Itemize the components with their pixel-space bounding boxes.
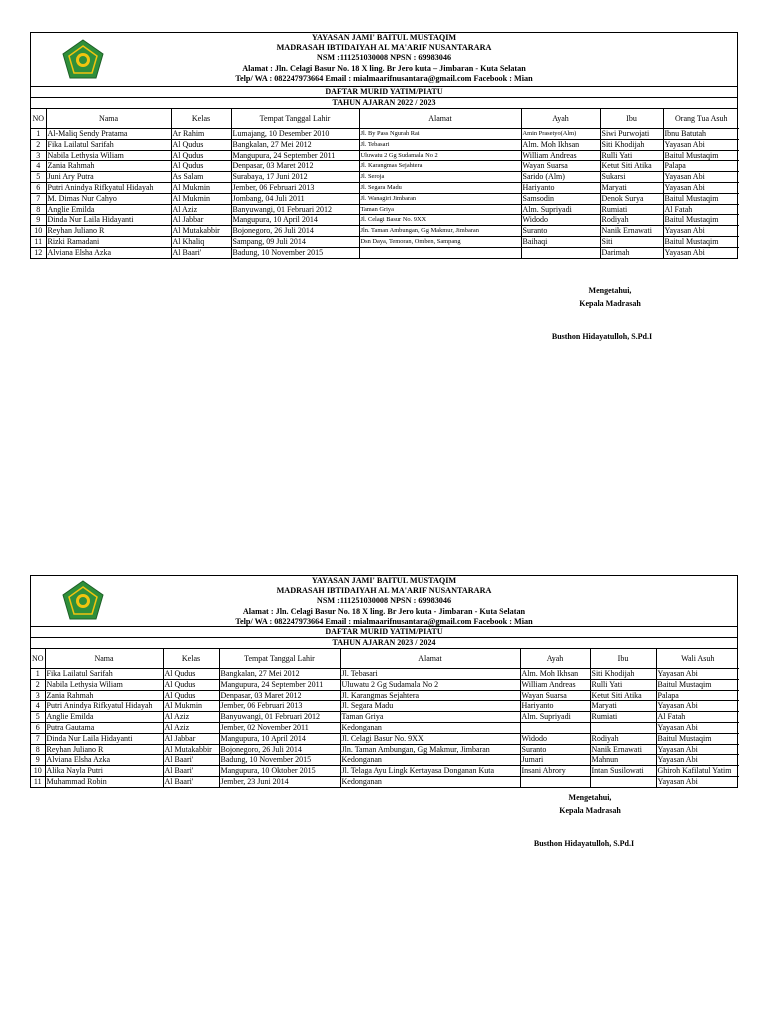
signature-block-1 xyxy=(540,284,680,343)
col-nama: Nama xyxy=(45,649,163,669)
cell-wali: Yayasan Abi xyxy=(656,669,739,680)
cell-no: 4 xyxy=(31,701,45,712)
cell-ibu: Ketut Siti Atika xyxy=(600,161,663,172)
table-header-row xyxy=(31,109,739,129)
cell-kelas: As Salam xyxy=(171,172,231,183)
cell-kelas: Al Qudus xyxy=(171,150,231,161)
cell-nama: Dinda Nur Laila Hidayanti xyxy=(45,733,163,744)
cell-alamat: Kedonganan xyxy=(340,722,520,733)
cell-nama: Zania Rahmah xyxy=(45,690,163,701)
cell-alamat: Dsn Daya, Temoran, Omben, Sampang xyxy=(359,236,521,247)
cell-alamat: Jln. Taman Ambungan, Gg Makmur, Jimbaran xyxy=(359,226,521,237)
table-row xyxy=(31,690,739,701)
cell-wali: Yayasan Abi xyxy=(663,139,739,150)
cell-ttl: Banyuwangi, 01 Februari 2012 xyxy=(231,204,359,215)
cell-wali: Palapa xyxy=(656,690,739,701)
cell-ttl: Mangupura, 10 April 2014 xyxy=(219,733,340,744)
cell-nama: Alviana Elsha Azka xyxy=(46,247,171,257)
table-row xyxy=(31,172,739,183)
col-wali: Wali Asuh xyxy=(656,649,739,669)
cell-nama: Anglie Emilda xyxy=(46,204,171,215)
document-section-2 xyxy=(30,575,738,788)
orphan-student-table xyxy=(31,109,739,258)
cell-no: 5 xyxy=(31,172,46,183)
table-row xyxy=(31,247,739,257)
signature-block-2 xyxy=(520,791,660,850)
cell-nama: Rizki Ramadani xyxy=(46,236,171,247)
cell-nama: Putri Anindya Rifkyatul Hidayah xyxy=(46,182,171,193)
cell-ibu: Denok Surya xyxy=(600,193,663,204)
cell-kelas: Al Mukmin xyxy=(171,182,231,193)
table-row xyxy=(31,679,739,690)
cell-wali: Yayasan Abi xyxy=(656,722,739,733)
cell-alamat: Jl. Segara Madu xyxy=(359,182,521,193)
table-row xyxy=(31,193,739,204)
document-section-1 xyxy=(30,32,738,259)
cell-no: 2 xyxy=(31,679,45,690)
cell-ttl: Surabaya, 17 Juni 2012 xyxy=(231,172,359,183)
cell-nama: Zania Rahmah xyxy=(46,161,171,172)
col-wali: Orang Tua Asuh xyxy=(663,109,739,129)
school-contact: Telp/ WA : 082247973664 Email : mialmaarifnusantara@gmail.com Facebook : Mian xyxy=(235,73,533,83)
cell-alamat: Kedonganan xyxy=(340,755,520,766)
cell-kelas: Al Mutakabbir xyxy=(171,226,231,237)
cell-kelas: Al Jabbar xyxy=(163,733,219,744)
cell-alamat: Uluwatu 2 Gg Sudamala No 2 xyxy=(359,150,521,161)
orphan-student-table xyxy=(31,649,739,787)
cell-ayah: Insani Abrory xyxy=(520,766,590,777)
cell-ttl: Badung, 10 November 2015 xyxy=(231,247,359,257)
cell-kelas: Al Baari' xyxy=(171,247,231,257)
cell-ayah: Alm. Moh Ikhsan xyxy=(521,139,600,150)
cell-ibu: Darimah xyxy=(600,247,663,257)
table-row xyxy=(31,215,739,226)
col-nama: Nama xyxy=(46,109,171,129)
cell-ttl: Bojonegoro, 26 Juli 2014 xyxy=(219,744,340,755)
table-row xyxy=(31,204,739,215)
cell-ibu: Intan Susilowati xyxy=(590,766,656,777)
table-row xyxy=(31,733,739,744)
cell-ayah xyxy=(520,776,590,786)
cell-alamat: Jl. Seroja xyxy=(359,172,521,183)
cell-no: 5 xyxy=(31,712,45,723)
cell-ayah: Samsodin xyxy=(521,193,600,204)
cell-nama: Fika Lailatul Sarifah xyxy=(46,139,171,150)
cell-ttl: Jember, 02 November 2011 xyxy=(219,722,340,733)
col-no: NO xyxy=(31,649,45,669)
cell-ttl: Lumajang, 10 Desember 2010 xyxy=(231,129,359,140)
list-title: DAFTAR MURID YATIM/PIATU xyxy=(31,87,737,98)
cell-wali: Baitul Mustaqim xyxy=(656,679,739,690)
cell-ibu: Sukarsi xyxy=(600,172,663,183)
cell-alamat: Jl. Celagi Basur No. 9XX xyxy=(359,215,521,226)
cell-kelas: Al Baari' xyxy=(163,755,219,766)
cell-nama: Nabila Lethysia Wiliam xyxy=(45,679,163,690)
cell-ibu: Siti Khodijah xyxy=(600,139,663,150)
cell-ttl: Mangupura, 24 September 2011 xyxy=(219,679,340,690)
cell-ayah: William Andreas xyxy=(521,150,600,161)
table-row xyxy=(31,150,739,161)
cell-nama: Putra Gautama xyxy=(45,722,163,733)
school-ids: NSM :111251030008 NPSN : 69983046 xyxy=(316,53,452,63)
cell-wali: Al Fatah xyxy=(663,204,739,215)
cell-no: 10 xyxy=(31,226,46,237)
cell-no: 6 xyxy=(31,182,46,193)
cell-kelas: Al Qudus xyxy=(171,161,231,172)
cell-wali: Yayasan Abi xyxy=(663,182,739,193)
cell-ttl: Banyuwangi, 01 Februari 2012 xyxy=(219,712,340,723)
table-row xyxy=(31,161,739,172)
cell-wali: Ibnu Batutah xyxy=(663,129,739,140)
cell-ibu: Nanik Ernawati xyxy=(600,226,663,237)
cell-no: 11 xyxy=(31,776,45,786)
cell-ttl: Mangupura, 10 April 2014 xyxy=(231,215,359,226)
cell-kelas: Al Mutakabbir xyxy=(163,744,219,755)
cell-wali: Yayasan Abi xyxy=(663,172,739,183)
cell-ibu: Rodiyah xyxy=(600,215,663,226)
cell-no: 8 xyxy=(31,744,45,755)
cell-nama: Nabila Lethysia Wiliam xyxy=(46,150,171,161)
cell-ibu: Rulli Yati xyxy=(600,150,663,161)
cell-kelas: Al Khaliq xyxy=(171,236,231,247)
table-row xyxy=(31,669,739,680)
cell-wali: Yayasan Abi xyxy=(656,701,739,712)
cell-wali: Baitul Mustaqim xyxy=(663,150,739,161)
letterhead xyxy=(31,576,737,627)
cell-wali: Baitul Mustaqim xyxy=(656,733,739,744)
table-row xyxy=(31,701,739,712)
col-ttl: Tempat Tanggal Lahir xyxy=(219,649,340,669)
cell-no: 6 xyxy=(31,722,45,733)
cell-ttl: Denpasar, 03 Maret 2012 xyxy=(231,161,359,172)
table-row xyxy=(31,182,739,193)
cell-wali: Baitul Mustaqim xyxy=(663,193,739,204)
acknowledged-label: Mengetahui, xyxy=(568,793,612,802)
letterhead xyxy=(31,33,737,87)
cell-alamat: Taman Griya xyxy=(340,712,520,723)
cell-no: 12 xyxy=(31,247,46,257)
col-ibu: Ibu xyxy=(600,109,663,129)
table-row xyxy=(31,712,739,723)
table-row xyxy=(31,755,739,766)
cell-ayah: Alm. Moh Ikhsan xyxy=(520,669,590,680)
cell-wali: Al Fatah xyxy=(656,712,739,723)
cell-ayah: Alm. Supriyadi xyxy=(521,204,600,215)
cell-ibu: Siti Khodijah xyxy=(590,669,656,680)
cell-nama: M. Dimas Nur Cahyo xyxy=(46,193,171,204)
table-row xyxy=(31,129,739,140)
cell-kelas: Al Mukmin xyxy=(171,193,231,204)
cell-ibu: Rumiati xyxy=(590,712,656,723)
col-ayah: Ayah xyxy=(521,109,600,129)
cell-kelas: Al Jabbar xyxy=(171,215,231,226)
table-row xyxy=(31,139,739,150)
cell-ibu xyxy=(590,722,656,733)
cell-no: 9 xyxy=(31,755,45,766)
cell-ttl: Jombang, 04 Juli 2011 xyxy=(231,193,359,204)
cell-ibu: Rodiyah xyxy=(590,733,656,744)
list-title: DAFTAR MURID YATIM/PIATU xyxy=(31,627,737,638)
cell-ibu: Rumiati xyxy=(600,204,663,215)
cell-alamat: Jl. Karangmas Sejahtera xyxy=(340,690,520,701)
cell-ibu: Siwi Purwojati xyxy=(600,129,663,140)
table-row xyxy=(31,226,739,237)
cell-ibu: Nanik Ernawati xyxy=(590,744,656,755)
cell-alamat: Jl. By Pass Ngurah Rai xyxy=(359,129,521,140)
cell-ayah: William Andreas xyxy=(520,679,590,690)
cell-ttl: Mangupura, 10 Oktober 2015 xyxy=(219,766,340,777)
col-alamat: Alamat xyxy=(340,649,520,669)
cell-ttl: Jember, 06 Februari 2013 xyxy=(231,182,359,193)
table-row xyxy=(31,236,739,247)
cell-ayah: Suranto xyxy=(520,744,590,755)
cell-kelas: Al Qudus xyxy=(163,679,219,690)
table-row xyxy=(31,744,739,755)
cell-wali: Yayasan Abi xyxy=(656,744,739,755)
cell-alamat: Jl. Tebasari xyxy=(340,669,520,680)
cell-nama: Reyhan Juliano R xyxy=(46,226,171,237)
cell-nama: Muhammad Robin xyxy=(45,776,163,786)
cell-ibu: Maryati xyxy=(590,701,656,712)
cell-nama: Anglie Emilda xyxy=(45,712,163,723)
cell-kelas: Al Baari' xyxy=(163,766,219,777)
cell-ttl: Mangupura, 24 September 2011 xyxy=(231,150,359,161)
cell-no: 8 xyxy=(31,204,46,215)
cell-alamat: Taman Griya xyxy=(359,204,521,215)
table-header-row xyxy=(31,649,739,669)
cell-no: 1 xyxy=(31,669,45,680)
cell-wali: Palapa xyxy=(663,161,739,172)
cell-ibu: Maryati xyxy=(600,182,663,193)
academic-year: TAHUN AJARAN 2022 / 2023 xyxy=(31,98,737,109)
cell-no: 7 xyxy=(31,733,45,744)
cell-ttl: Sampang, 09 Juli 2014 xyxy=(231,236,359,247)
school-ids: NSM :111251030008 NPSN : 69983046 xyxy=(316,596,452,606)
cell-kelas: Al Aziz xyxy=(163,722,219,733)
cell-ayah: Alm. Supriyadi xyxy=(520,712,590,723)
cell-alamat: Kedonganan xyxy=(340,776,520,786)
cell-ibu: Siti xyxy=(600,236,663,247)
cell-kelas: Al Qudus xyxy=(171,139,231,150)
school-name: MADRASAH IBTIDAIYAH AL MA'ARIF NUSANTARARA xyxy=(276,586,492,596)
cell-ibu: Ketut Siti Atika xyxy=(590,690,656,701)
table-row xyxy=(31,722,739,733)
foundation-name: YAYASAN JAMI' BAITUL MUSTAQIM xyxy=(311,33,457,42)
cell-ttl: Badung, 10 November 2015 xyxy=(219,755,340,766)
cell-ttl: Jember, 06 Februari 2013 xyxy=(219,701,340,712)
col-kelas: Kelas xyxy=(171,109,231,129)
school-name: MADRASAH IBTIDAIYAH AL MA'ARIF NUSANTARARA xyxy=(276,43,492,53)
cell-ayah: Wayan Suarsa xyxy=(521,161,600,172)
principal-title: Kepala Madrasah xyxy=(559,806,621,815)
acknowledged-label: Mengetahui, xyxy=(588,286,632,295)
cell-no: 3 xyxy=(31,690,45,701)
cell-kelas: Al Qudus xyxy=(163,669,219,680)
cell-ttl: Bangkalan, 27 Mei 2012 xyxy=(219,669,340,680)
foundation-name: YAYASAN JAMI' BAITUL MUSTAQIM xyxy=(311,576,457,585)
cell-ibu: Mahnun xyxy=(590,755,656,766)
cell-ibu: Rulli Yati xyxy=(590,679,656,690)
col-ayah: Ayah xyxy=(520,649,590,669)
cell-nama: Juni Ary Putra xyxy=(46,172,171,183)
cell-wali: Yayasan Abi xyxy=(656,755,739,766)
cell-alamat xyxy=(359,247,521,257)
cell-ayah: Suranto xyxy=(521,226,600,237)
table-row xyxy=(31,776,739,786)
cell-no: 7 xyxy=(31,193,46,204)
cell-ayah: Amin Prasetyo(Alm) xyxy=(521,129,600,140)
cell-no: 2 xyxy=(31,139,46,150)
cell-kelas: Al Baari' xyxy=(163,776,219,786)
cell-ttl: Bangkalan, 27 Mei 2012 xyxy=(231,139,359,150)
cell-wali: Yayasan Abi xyxy=(663,247,739,257)
cell-nama: Alika Nayla Putri xyxy=(45,766,163,777)
cell-ibu xyxy=(590,776,656,786)
cell-wali: Ghiroh Kafilatul Yatim xyxy=(656,766,739,777)
school-address: Alamat : Jln. Celagi Basur No. 18 X ling. Br Jero kuta – Jimbaran - Kuta Selatan xyxy=(242,63,526,73)
cell-ayah: Hariyanto xyxy=(521,182,600,193)
cell-no: 10 xyxy=(31,766,45,777)
cell-ttl: Denpasar, 03 Maret 2012 xyxy=(219,690,340,701)
cell-no: 4 xyxy=(31,161,46,172)
principal-name: Busthon Hidayatulloh, S.Pd.I xyxy=(551,332,653,341)
cell-alamat: Jl. Celagi Basur No. 9XX xyxy=(340,733,520,744)
col-alamat: Alamat xyxy=(359,109,521,129)
cell-no: 9 xyxy=(31,215,46,226)
cell-kelas: Al Aziz xyxy=(163,712,219,723)
cell-ayah xyxy=(521,247,600,257)
cell-alamat: Jl. Segara Madu xyxy=(340,701,520,712)
cell-ayah: Widodo xyxy=(520,733,590,744)
cell-ayah: Wayan Suarsa xyxy=(520,690,590,701)
cell-ttl: Bojonegoro, 26 Juli 2014 xyxy=(231,226,359,237)
cell-ttl: Jember, 23 Juni 2014 xyxy=(219,776,340,786)
cell-alamat: Jln. Taman Ambungan, Gg Makmur, Jimbaran xyxy=(340,744,520,755)
cell-alamat: Jl. Telaga Ayu Lingk Kertayasa Donganan Kuta xyxy=(340,766,520,777)
cell-ayah: Hariyanto xyxy=(520,701,590,712)
cell-ayah xyxy=(520,722,590,733)
cell-ayah: Widodo xyxy=(521,215,600,226)
cell-no: 11 xyxy=(31,236,46,247)
academic-year: TAHUN AJARAN 2023 / 2024 xyxy=(31,638,737,649)
cell-wali: Baitul Mustaqim xyxy=(663,215,739,226)
col-ibu: Ibu xyxy=(590,649,656,669)
cell-nama: Putri Anindya Rifkyatul Hidayah xyxy=(45,701,163,712)
table-row xyxy=(31,766,739,777)
cell-nama: Reyhan Juliano R xyxy=(45,744,163,755)
cell-kelas: Al Mukmin xyxy=(163,701,219,712)
col-ttl: Tempat Tanggal Lahir xyxy=(231,109,359,129)
cell-no: 1 xyxy=(31,129,46,140)
cell-no: 3 xyxy=(31,150,46,161)
cell-nama: Al-Maliq Sendy Pratama xyxy=(46,129,171,140)
cell-kelas: Al Aziz xyxy=(171,204,231,215)
school-address: Alamat : Jln. Celagi Basur No. 18 X ling. Br Jero kuta - Jimbaran - Kuta Selatan xyxy=(242,606,526,616)
cell-alamat: Jl. Wanagiri Jimbaran xyxy=(359,193,521,204)
cell-nama: Fika Lailatul Sarifah xyxy=(45,669,163,680)
school-logo-icon xyxy=(61,579,105,623)
cell-alamat: Uluwatu 2 Gg Sudamala No 2 xyxy=(340,679,520,690)
principal-name: Busthon Hidayatulloh, S.Pd.I xyxy=(533,839,635,848)
principal-title: Kepala Madrasah xyxy=(579,299,641,308)
cell-wali: Baitul Mustaqim xyxy=(663,236,739,247)
cell-alamat: Jl. Tebasari xyxy=(359,139,521,150)
school-contact: Telp/ WA : 082247973664 Email : mialmaarifnusantara@gmail.com Facebook : Mian xyxy=(235,616,533,626)
cell-kelas: Ar Rahim xyxy=(171,129,231,140)
school-logo-icon xyxy=(61,38,105,82)
cell-wali: Yayasan Abi xyxy=(663,226,739,237)
cell-wali: Yayasan Abi xyxy=(656,776,739,786)
cell-nama: Alviana Elsha Azka xyxy=(45,755,163,766)
cell-kelas: Al Qudus xyxy=(163,690,219,701)
cell-ayah: Baihaqi xyxy=(521,236,600,247)
col-no: NO xyxy=(31,109,46,129)
cell-alamat: Jl. Karangmas Sejahtera xyxy=(359,161,521,172)
cell-ayah: Sarido (Alm) xyxy=(521,172,600,183)
col-kelas: Kelas xyxy=(163,649,219,669)
cell-ayah: Jumari xyxy=(520,755,590,766)
cell-nama: Dinda Nur Laila Hidayanti xyxy=(46,215,171,226)
